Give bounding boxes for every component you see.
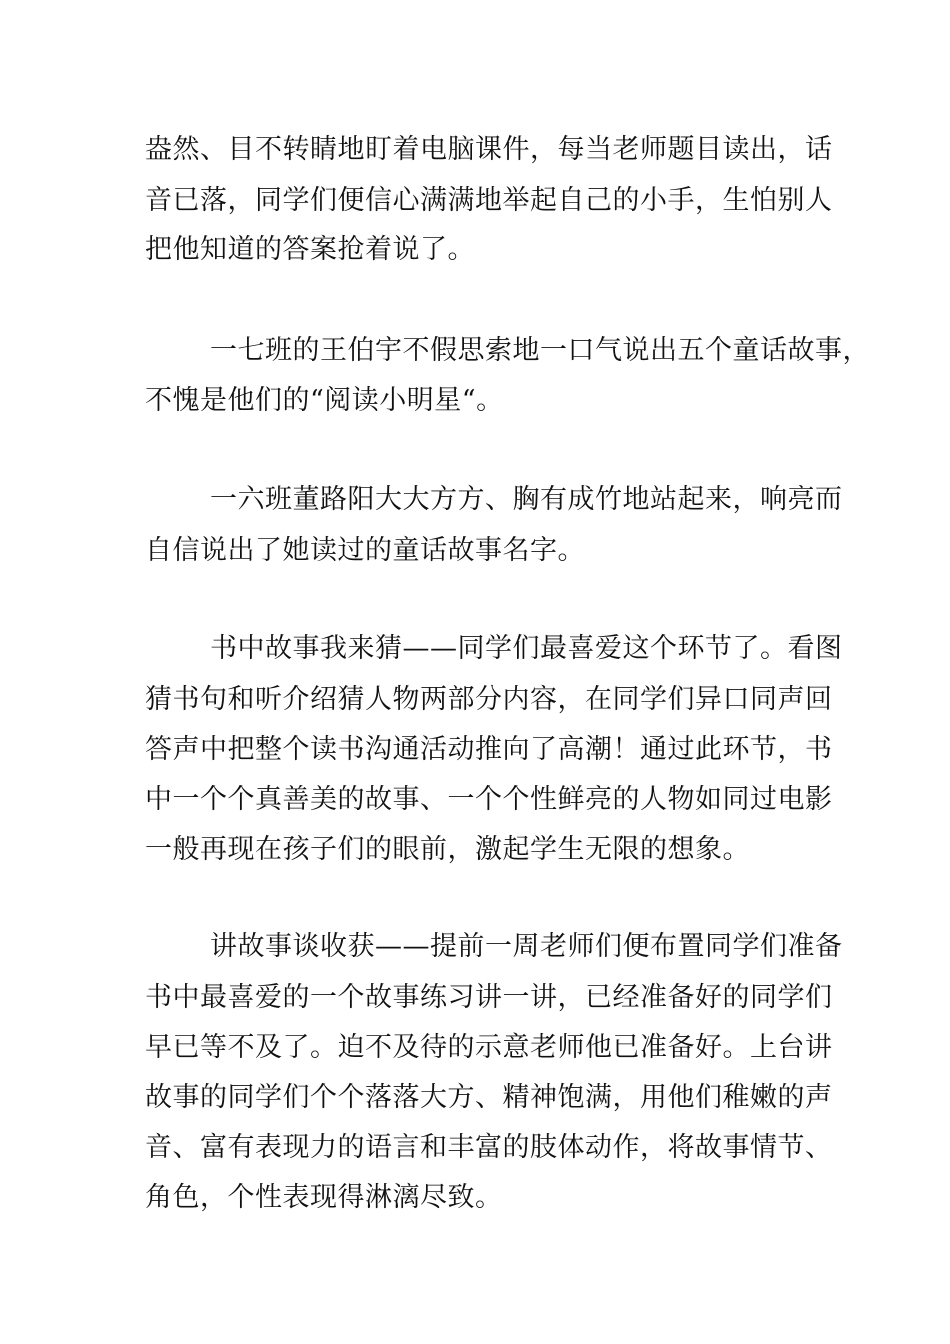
paragraph-4-line-4: 中一个个真善美的故事、一个个性鲜亮的人物如同过电影 bbox=[145, 784, 833, 815]
paragraph-3-line-2: 自信说出了她读过的童话故事名字。 bbox=[145, 535, 585, 566]
paragraph-1-line-3: 把他知道的答案抢着说了。 bbox=[145, 234, 475, 265]
paragraph-5-line-1: 讲故事谈收获——提前一周老师们便布置同学们准备 bbox=[210, 931, 843, 962]
paragraph-5-line-6: 角色，个性表现得淋漓尽致。 bbox=[145, 1182, 503, 1213]
paragraph-2-line-1: 一七班的王伯宇不假思索地一口气说出五个童话故事， bbox=[210, 335, 870, 366]
paragraph-4-line-5: 一般再现在孩子们的眼前，激起学生无限的想象。 bbox=[145, 834, 750, 865]
paragraph-5-line-3: 早已等不及了。迫不及待的示意老师他已准备好。上台讲 bbox=[145, 1032, 833, 1063]
paragraph-4-line-1: 书中故事我来猜——同学们最喜爱这个环节了。看图 bbox=[210, 633, 843, 664]
paragraph-5-line-5: 音、富有表现力的语言和丰富的肢体动作，将故事情节、 bbox=[145, 1132, 833, 1163]
paragraph-4-line-2: 猜书句和听介绍猜人物两部分内容，在同学们异口同声回 bbox=[145, 684, 833, 715]
paragraph-2-line-2: 不愧是他们的“阅读小明星“。 bbox=[145, 385, 504, 416]
paragraph-3-line-1: 一六班董路阳大大方方、胸有成竹地站起来，响亮而 bbox=[210, 484, 843, 515]
paragraph-5-line-4: 故事的同学们个个落落大方、精神饱满，用他们稚嫩的声 bbox=[145, 1082, 833, 1113]
paragraph-1-line-2: 音已落，同学们便信心满满地举起自己的小手，生怕别人 bbox=[145, 185, 833, 216]
paragraph-1-line-1: 盎然、目不转睛地盯着电脑课件，每当老师题目读出，话 bbox=[145, 134, 833, 165]
paragraph-5-line-2: 书中最喜爱的一个故事练习讲一讲，已经准备好的同学们 bbox=[145, 982, 833, 1013]
paragraph-4-line-3: 答声中把整个读书沟通活动推向了高潮！通过此环节，书 bbox=[145, 734, 833, 765]
